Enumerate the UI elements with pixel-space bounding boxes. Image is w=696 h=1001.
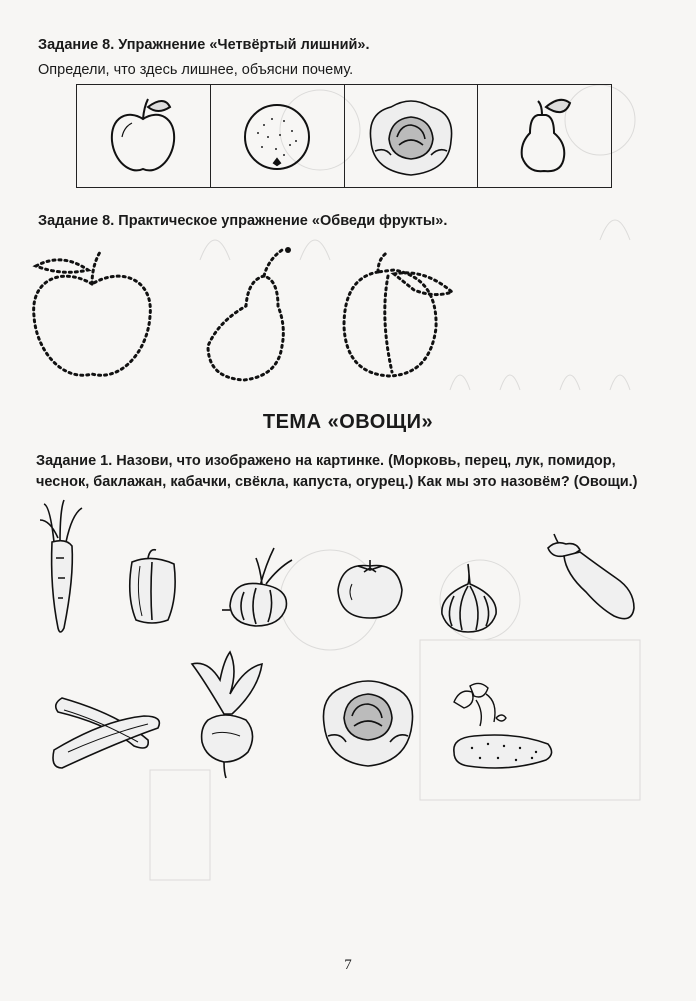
pepper-icon[interactable] <box>124 546 180 626</box>
topic-title: ТЕМА «ОВОЩИ» <box>262 411 434 433</box>
carrot-icon[interactable] <box>36 498 86 638</box>
beet-icon[interactable] <box>184 650 270 778</box>
orange-icon <box>232 91 322 181</box>
task8-exercise-heading: Задание 8. Упражнение «Четвёртый лишний». <box>38 37 370 53</box>
dotted-pear-icon[interactable] <box>194 246 304 386</box>
onion-icon[interactable] <box>216 544 300 630</box>
grid-cell-orange[interactable] <box>211 85 345 187</box>
page-number: 7 <box>344 957 352 973</box>
cucumber-icon[interactable] <box>440 682 560 774</box>
dotted-plum-icon[interactable] <box>334 248 484 388</box>
grid-cell-apple[interactable] <box>77 85 211 187</box>
pear-icon <box>500 91 590 181</box>
odd-one-out-grid <box>76 84 612 188</box>
tomato-icon[interactable] <box>334 556 406 622</box>
garlic-icon[interactable] <box>434 560 504 634</box>
task8-practice-heading: Задание 8. Практическое упражнение «Обведи фрукты». <box>38 213 448 229</box>
task1-text: Задание 1. Назови, что изображено на картинке. (Морковь, перец, лук, помидор, чеснок, баклажан, кабачки, свёкла, капуста, огурец.) Как мы это назовём? (Овощи.) <box>36 453 638 490</box>
eggplant-icon[interactable] <box>540 530 640 630</box>
dotted-apple-icon[interactable] <box>22 246 172 386</box>
grid-cell-pear[interactable] <box>478 85 611 187</box>
zucchini-icon[interactable] <box>48 690 168 774</box>
cabbage-icon-2[interactable] <box>316 674 420 770</box>
apple-icon <box>98 91 188 181</box>
grid-cell-cabbage[interactable] <box>345 85 479 187</box>
cabbage-icon <box>361 91 461 181</box>
task8-exercise-instruction: Определи, что здесь лишнее, объясни почему. <box>38 62 354 78</box>
